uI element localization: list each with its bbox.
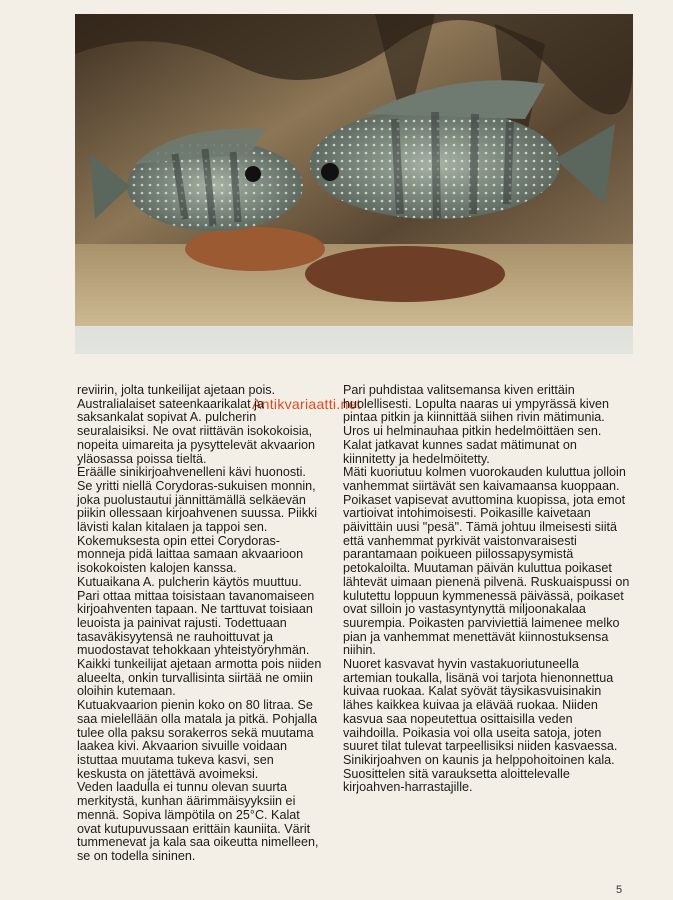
paragraph: Mäti kuoriutuu kolmen vuorokauden kuluttua jolloin vanhemmat siirtävät sen kaivamaansa kuoppaan. Poikaset vapisevat avuttomina kuopissa, jota emot vartioivat intohimoisesti. Poikasille kaivetaan päivittäin uusi "pesä". Tämä johtuu ilmeisesti siitä että vanhemmat pyrkivät vaistonvaraisesti parantamaan poikueen piilossapysymistä petokaloilta. Muutaman päivän kuluttua poikaset lähtevät uimaan pienenä pilvenä. Ruskuaispussi on kulutettu loppuun kymmenessä päivässä, poikaset ovat silloin jo vastasyntynyttä miljoonakalaa suurempia. Poikasten parviviettiä laimenee melko pian ja vanhemmat menettävät kiinnostuksensa niihin. <box>343 465 630 658</box>
left-text-column <box>77 384 322 864</box>
paragraph: Veden laadulla ei tunnu olevan suurta merkitystä, kunhan äärimmäisyyksiin ei mennä. Sopiva lämpötila on 25°C. Kalat ovat kutupuvussaan erittäin kauniita. Värit tummenevat ja kala saa oikeutta nimelleen, se on todella sininen. <box>77 780 319 863</box>
paragraph: Nuoret kasvavat hyvin vastakuoriutuneella artemian toukalla, lisänä voi tarjota hienonnettua kuivaa ruokaa. Kalat syövät täysikasvuisinakin lähes kaikkea kuivaa ja elävää ruokaa. Niiden kasvua saa nopeutettua osittaisilla veden vaihdoilla. Poikasia voi olla useita satoja, joten suuret tilat tulevat tarpeellisiksi niiden kasvaessa. <box>343 657 618 754</box>
spawning-stone <box>305 246 505 302</box>
aquarium-fish-photo <box>75 14 633 354</box>
paragraph: reviirin, jolta tunkeilijat ajetaan pois. Australialaiset sateenkaarikalat ja saksankalat sopivat A. pulcherin seuralaisiksi. Ne ovat riittävän isokokoisia, nopeita uimareita ja pysyttelevät akvaarion yläosassa poissa tieltä. <box>77 383 316 466</box>
page-number: 5 <box>616 884 623 896</box>
watermark-text: Antikvariaatti.net <box>252 396 361 412</box>
paragraph: Kutuakvaarion pienin koko on 80 litraa. Se saa mielellään olla matala ja pitkä. Pohjalla tulee olla paksu sorakerros sekä muutama laakea kivi. Akvaarion sivuille voidaan istuttaa muutama tukeva kasvi, sen keskusta on jätettävä avoimeksi. <box>77 698 318 781</box>
paragraph: Sinikirjoahven on kaunis ja helppohoitoinen kala. Suosittelen sitä varauksetta aloittelevalle kirjoahven-harrastajille. <box>343 752 615 795</box>
paragraph: Eräälle sinikirjoahvenelleni kävi huonosti. Se yritti niellä Corydoras-sukuisen monnin, joka puolustautui jännittämällä selkäevän piikin ollessaan kirjoahvenen suussa. Piikki lävisti kalan kitalaen ja tappoi sen. Kokemuksesta opin ettei Corydoras-monneja pidä laittaa samaan akvaarioon isokokoisten kalojen kanssa. <box>77 465 318 576</box>
paragraph: Pari puhdistaa valitsemansa kiven erittäin huolellisesti. Lopulta naaras ui ympyrässä kiven pintaa pitkin ja kiinnittää siihen rivin mätimunia. Uros ui helminauhaa pitkin hedelmöittäen sen. Kalat jatkavat kunnes sadat mätimunat on kiinnitetty ja hedelmöitetty. <box>343 383 610 466</box>
right-text-column <box>343 384 630 795</box>
paragraph: Kutuaikana A. pulcherin käytös muuttuu. Pari ottaa mittaa toisistaan tavanomaiseen kirjoahventen tapaan. Ne tarttuvat toisiaan leuoista ja painivat rajusti. Todettuaan tasaväkisyytensä ne rauhoittuvat ja muodostavat tehokkaan yhteistyöryhmän. Kaikki tunkeilijat ajetaan armotta pois niiden alueelta, onkin turvallisinta siirtää ne omiin oloihin kutemaan. <box>77 574 322 699</box>
